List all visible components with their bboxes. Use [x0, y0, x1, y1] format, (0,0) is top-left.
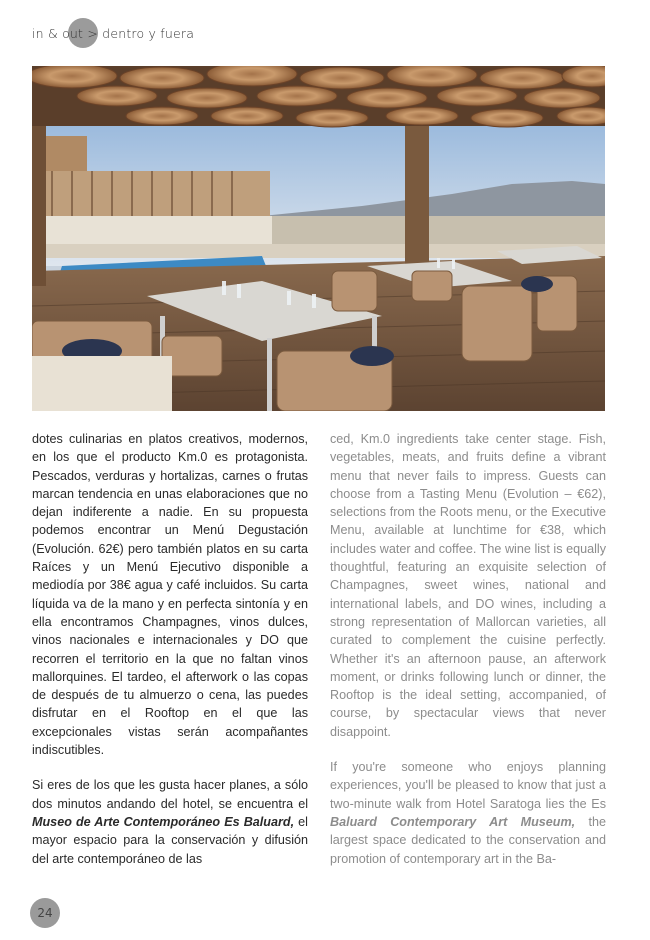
spanish-paragraph-2 [32, 776, 308, 867]
museum-name-es: Museo de Arte Contemporáneo Es Baluard, [32, 814, 295, 829]
spanish-text-column [32, 430, 308, 885]
english-paragraph-2 [330, 758, 606, 868]
rooftop-terrace-photo [32, 66, 605, 411]
spanish-paragraph-2-end: el mayor espacio para la conservación y difusión del arte contemporáneo de las [32, 814, 308, 866]
spanish-paragraph-2-start: Si eres de los que les gusta hacer planes, a sólo dos minutos andando del hotel, se encuentra el [32, 778, 308, 811]
museum-name-en: Baluard Contemporary Art Museum, [330, 814, 576, 829]
page-number: 24 [37, 906, 53, 920]
breadcrumb: in & out > dentro y fuera [32, 25, 195, 41]
english-text-column [330, 430, 606, 885]
english-paragraph-2-end: the largest space dedicated to the conservation and promotion of contemporary art in the Ba- [330, 814, 606, 866]
section-header [32, 20, 194, 46]
english-paragraph-1: ced, Km.0 ingredients take center stage. Fish, vegetables, meats, and fruits define a vibrant menu that never fails to impress. Guests can choose from a Tasting Menu (Evolution – €62), selections from the Roots menu, or the Executive Menu, available at lunchtime for €38, which includes water and coffee. The wine list is equally thoughtful, featuring an exquisite selection of Champagnes, sweet wines, national and international labels, and DO wines, including a strong representation of Mallorcan varieties, all curated to complement the cuisine perfectly. Whether it's an afternoon pause, an afterwork moment, or drinks following lunch or dinner, the Rooftop is the ideal setting, accompanied, of course, by spectacular views that never disappoint. [330, 432, 606, 739]
page-number-badge [30, 898, 60, 928]
english-paragraph-2-start: If you're someone who enjoys planning experiences, you'll be pleased to know that just a two-minute walk from Hotel Saratoga lies the Es [330, 760, 606, 811]
spanish-paragraph-1: dotes culinarias en platos creativos, modernos, en los que el producto Km.0 es protagonista. Pescados, verduras y hortalizas, carnes o frutas marcan tendencia en unas elaboraciones que no dejan indiferente a nadie. En su propuesta podemos encontrar un Menú Degustación (Evolución. 62€) pero también platos en su carta Raíces y un Menú Ejecutivo disponible a mediodía por 38€ agua y café incluidos. Su carta líquida va de la mano y en perfecta sintonía y en ella encontramos Champagnes, vinos dulces, vinos nacionales e internacionales y DO que recorren el territorio en la que no faltan vinos mallorquines. El tardeo, el afterwork o las copas de después de tu almuerzo o cena, las puedes disfrutar en el Rooftop en el que las excepcionales vistas serán acompañantes indiscutibles. [32, 432, 308, 758]
